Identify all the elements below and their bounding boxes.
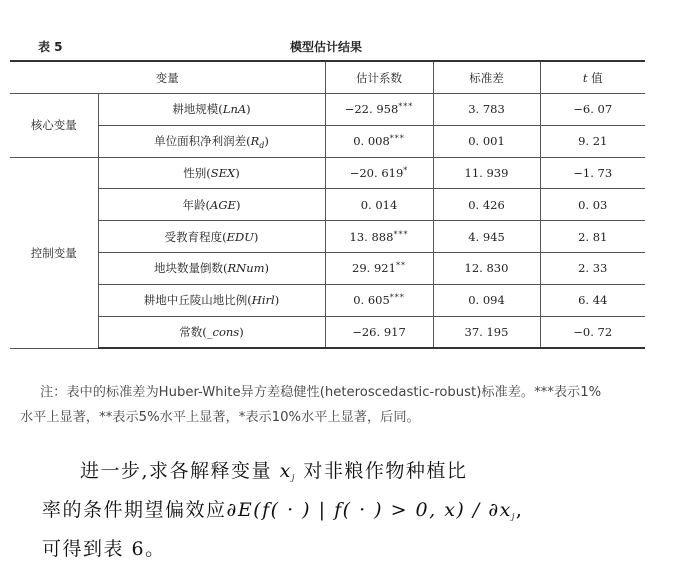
paragraph-line-3: 可得到表 6。	[42, 538, 166, 560]
row-variable: 耕地中丘陵山地比例(Hirl)	[98, 284, 325, 316]
row-se: 4. 945	[433, 221, 540, 253]
header-t-symbol: t	[582, 70, 588, 85]
note-line-1: 注：表中的标准差为Huber-White异方差稳健性(heteroscedastic-robust)标准差。***表示1%	[40, 385, 602, 400]
row-coef: −20. 619*	[325, 157, 433, 189]
significance-stars: **	[395, 261, 406, 271]
row-coef: 0. 014	[325, 189, 433, 221]
row-coef: −22. 958***	[325, 94, 433, 126]
paragraph-line-2: 率的条件期望偏效应∂E(f( · ) | f( · ) > 0, $x) / \partial x_j$,	[42, 499, 524, 521]
row-t: −0. 72	[540, 316, 645, 348]
row-se: 3. 783	[433, 94, 540, 126]
row-se: 0. 094	[433, 284, 540, 316]
row-variable: 常数(_cons)	[98, 316, 325, 348]
table-note	[20, 380, 690, 430]
table-row	[10, 252, 645, 284]
estimation-table	[10, 60, 645, 349]
row-coef: 0. 008***	[325, 125, 433, 157]
row-variable: 受教育程度(EDU)	[98, 221, 325, 253]
row-se: 37. 195	[433, 316, 540, 348]
header-coef: 估计系数	[325, 61, 433, 94]
row-variable: 单位面积净利润差$(R_d)$	[98, 125, 325, 157]
table-title: 模型估计结果	[290, 40, 363, 54]
header-se: 标准差	[433, 61, 540, 94]
group-control: 控制变量	[10, 157, 98, 348]
row-se: 0. 001	[433, 125, 540, 157]
header-variable: 变量	[10, 61, 325, 94]
significance-stars: ***	[389, 293, 405, 303]
row-variable: 年龄(AGE)	[98, 189, 325, 221]
row-variable: 性别(SEX)	[98, 157, 325, 189]
row-se: 0. 426	[433, 189, 540, 221]
row-t: 9. 21	[540, 125, 645, 157]
body-paragraph	[42, 455, 523, 565]
row-coef: −26. 917	[325, 316, 433, 348]
row-t: 0. 03	[540, 189, 645, 221]
table-row	[10, 189, 645, 221]
header-t	[540, 61, 645, 94]
row-t: 2. 81	[540, 221, 645, 253]
row-t: −6. 07	[540, 94, 645, 126]
paragraph-line-1: 进一步,求各解释变量 $x_j$ 对非粮作物种植比	[80, 460, 468, 482]
table-row	[10, 284, 645, 316]
table-number: 表 5	[38, 40, 63, 54]
row-variable: 地块数量倒数(RNum)	[98, 252, 325, 284]
row-t: 2. 33	[540, 252, 645, 284]
significance-stars: ***	[393, 229, 409, 239]
row-coef: 13. 888***	[325, 221, 433, 253]
table-row	[10, 221, 645, 253]
table-row	[10, 316, 645, 348]
table-row	[10, 125, 645, 157]
row-coef: 0. 605***	[325, 284, 433, 316]
row-t: −1. 73	[540, 157, 645, 189]
group-core: 核心变量	[10, 94, 98, 158]
note-line-2: 水平上显著，**表示5%水平上显著，*表示10%水平上显著，后同。	[20, 410, 420, 425]
significance-stars: ***	[398, 102, 414, 112]
row-se: 12. 830	[433, 252, 540, 284]
row-coef: 29. 921**	[325, 252, 433, 284]
significance-stars: ***	[389, 134, 405, 144]
row-se: 11. 939	[433, 157, 540, 189]
table-row	[10, 157, 645, 189]
header-t-label: 值	[587, 70, 603, 85]
row-variable: 耕地规模(LnA)	[98, 94, 325, 126]
row-t: 6. 44	[540, 284, 645, 316]
table-row	[10, 94, 645, 126]
significance-stars: *	[403, 165, 409, 175]
table-header-row	[10, 61, 645, 94]
